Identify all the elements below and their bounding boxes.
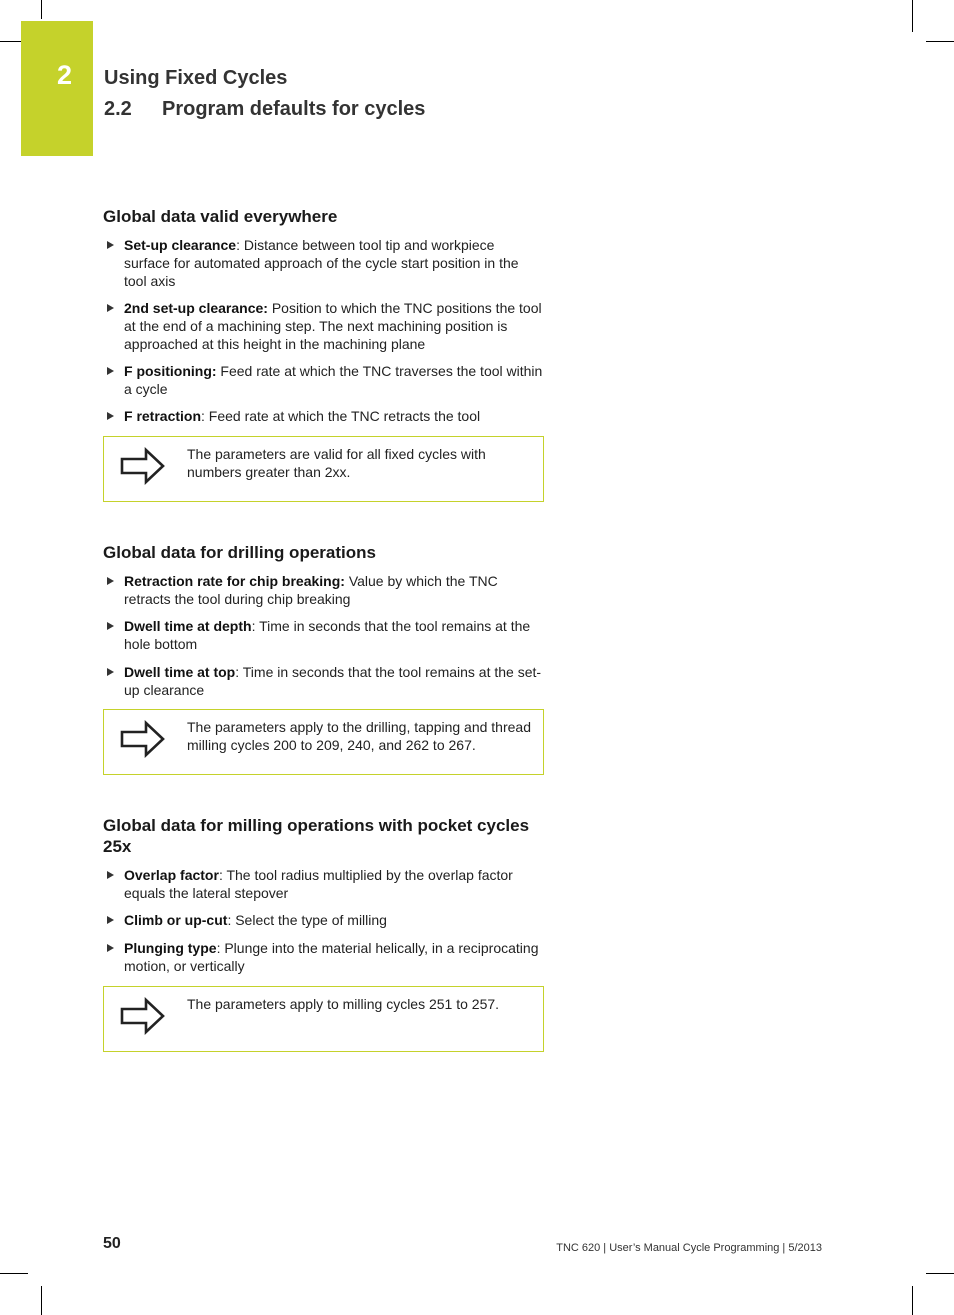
list-item [103, 617, 544, 653]
crop-mark [0, 41, 21, 42]
list-item [103, 911, 544, 929]
triangle-bullet-icon [107, 871, 114, 879]
item-term: Climb or up-cut [124, 912, 228, 928]
item-term: F positioning: [124, 363, 217, 379]
crop-mark [912, 0, 913, 32]
item-text: : Select the type of milling [227, 912, 387, 928]
item-text: : Time in seconds that the tool remains at the hole bottom [124, 618, 531, 652]
crop-mark [0, 1273, 28, 1274]
section-heading: Global data for drilling operations [103, 543, 376, 562]
item-text: : Plunge into the material helically, in a reciprocating motion, or vertically [124, 940, 539, 974]
item-term: Set-up clearance [124, 237, 237, 253]
note-text: The parameters apply to the drilling, tapping and thread milling cycles 200 to 209, 240, and 262 to 267. [187, 719, 531, 753]
triangle-bullet-icon [107, 668, 114, 676]
triangle-bullet-icon [107, 944, 114, 952]
section-number: 2.2 [104, 98, 132, 120]
item-text: Feed rate at which the TNC traverses the tool within a cycle [124, 363, 543, 397]
item-text: : Distance between tool tip and workpiece surface for automated approach of the cycle start position in the tool axis [124, 237, 519, 289]
triangle-bullet-icon [107, 304, 114, 312]
item-text: Position to which the TNC positions the tool at the end of a machining step. The next machining position is approached at this height in the machining plane [124, 300, 542, 352]
list-item [103, 572, 544, 608]
item-term: F retraction [124, 408, 202, 424]
chapter-number: 2 [57, 60, 73, 90]
arrow-right-outline-icon [120, 997, 166, 1035]
note-text: The parameters are valid for all fixed cycles with numbers greater than 2xx. [187, 446, 486, 480]
note-box [103, 986, 544, 1052]
list-item [103, 407, 544, 425]
section-heading: Global data for milling operations with pocket cycles 25x [103, 816, 530, 856]
list-item [103, 866, 544, 902]
crop-mark [926, 1273, 954, 1274]
triangle-bullet-icon [107, 622, 114, 630]
section-title: Program defaults for cycles [162, 98, 426, 120]
arrow-right-outline-icon [120, 720, 166, 758]
list-item [103, 362, 544, 398]
crop-mark [912, 1286, 913, 1315]
section-heading: Global data valid everywhere [103, 207, 338, 226]
list-item [103, 299, 544, 353]
arrow-right-outline-icon [120, 447, 166, 485]
chapter-title: Using Fixed Cycles [104, 67, 288, 89]
item-text: Value by which the TNC retracts the tool during chip breaking [124, 573, 498, 607]
item-text: : Time in seconds that the tool remains at the set-up clearance [124, 664, 542, 698]
triangle-bullet-icon [107, 577, 114, 585]
list-item [103, 663, 544, 699]
item-term: Plunging type [124, 940, 217, 956]
note-box [103, 709, 544, 775]
crop-mark [926, 41, 954, 42]
note-box [103, 436, 544, 502]
crop-mark [41, 1286, 42, 1315]
item-text: : The tool radius multiplied by the overlap factor equals the lateral stepover [124, 867, 513, 901]
triangle-bullet-icon [107, 367, 114, 375]
item-term: Dwell time at depth [124, 618, 252, 634]
item-term: Retraction rate for chip breaking: [124, 573, 345, 589]
list-item [103, 236, 544, 290]
list-item [103, 939, 544, 975]
triangle-bullet-icon [107, 916, 114, 924]
triangle-bullet-icon [107, 412, 114, 420]
crop-mark [41, 0, 42, 19]
note-text: The parameters apply to milling cycles 251 to 257. [187, 996, 500, 1012]
item-term: Dwell time at top [124, 664, 236, 680]
page-number: 50 [103, 1235, 121, 1252]
triangle-bullet-icon [107, 241, 114, 249]
item-term: Overlap factor [124, 867, 219, 883]
item-term: 2nd set-up clearance: [124, 300, 268, 316]
item-text: : Feed rate at which the TNC retracts the tool [201, 408, 481, 424]
footer-text: TNC 620 | User’s Manual Cycle Programming | 5/2013 [556, 1242, 822, 1254]
